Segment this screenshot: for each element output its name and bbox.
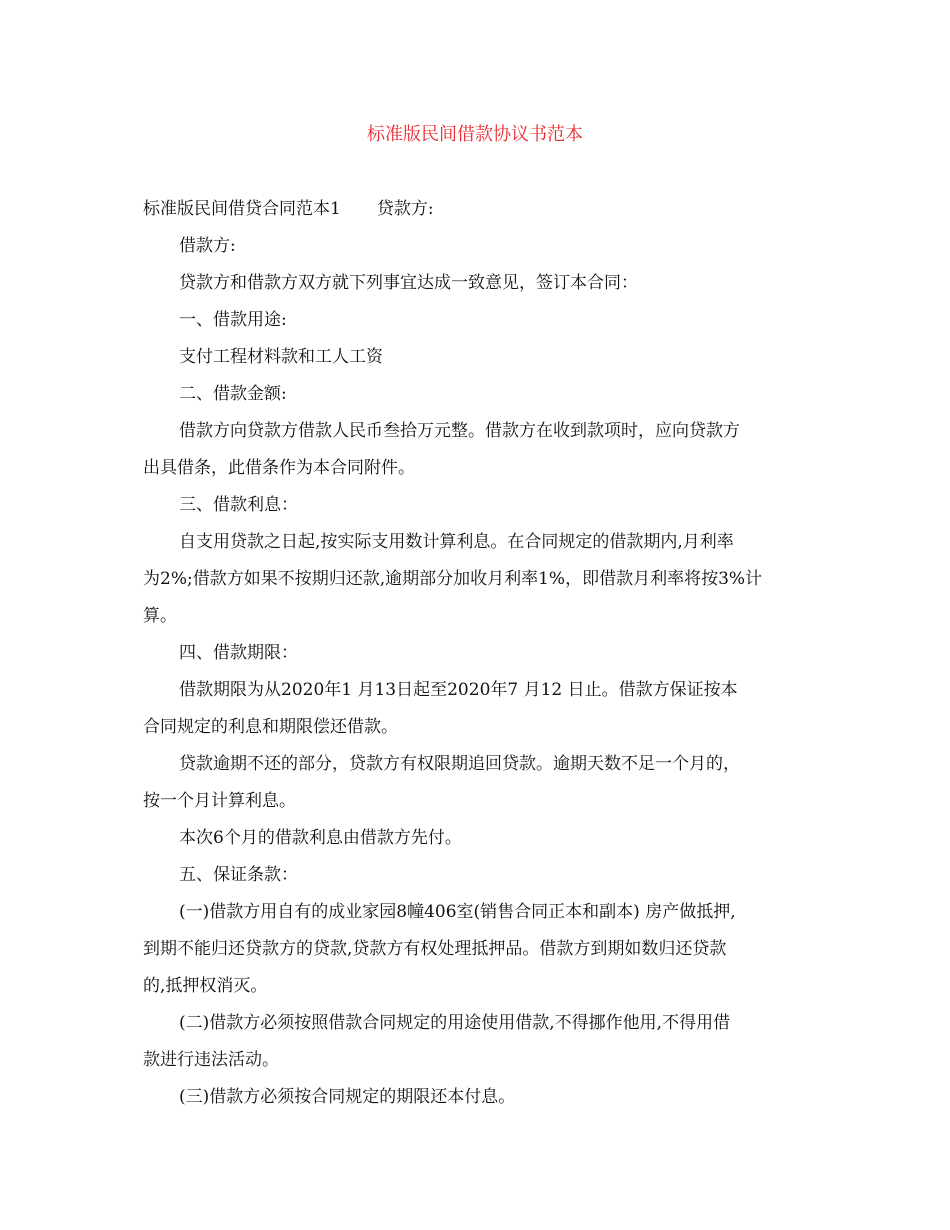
document-line <box>143 528 811 565</box>
line-text: 支付工程材料款和工人工资 <box>179 347 383 367</box>
line-text: 贷款方和借款方双方就下列事宜达成一致意见，签订本合同： <box>179 273 638 293</box>
document-line <box>143 195 811 232</box>
line-text: 借款方: <box>179 236 236 256</box>
document-line <box>143 1046 811 1083</box>
line-text: 自支用贷款之日起,按实际支用数计算利息。在合同规定的借款期内,月利率 <box>179 532 734 552</box>
line-text: 五、保证条款： <box>179 865 298 885</box>
document-line <box>143 269 811 306</box>
line-text: 按一个月计算利息。 <box>143 791 296 811</box>
document-line <box>143 935 811 972</box>
line-text: 本次6个月的借款利息由借款方先付。 <box>179 828 462 848</box>
document-body <box>143 195 811 1120</box>
line-text: 借款期限为从2020年1 月13日起至2020年7 月12 日止。借款方保证按本 <box>179 680 738 700</box>
document-line <box>143 602 811 639</box>
line-text: 的,抵押权消灭。 <box>143 976 268 996</box>
document-line <box>143 861 811 898</box>
document-line <box>143 1009 811 1046</box>
line-text: 到期不能归还贷款方的贷款,贷款方有权处理抵押品。借款方到期如数归还贷款 <box>143 939 727 959</box>
line-text: 一、借款用途: <box>179 310 287 330</box>
line-text: 出具借条，此借条作为本合同附件。 <box>143 458 415 478</box>
document-line <box>143 306 811 343</box>
document-title: 标准版民间借款协议书范本 <box>367 124 583 145</box>
document-line <box>143 750 811 787</box>
document-line <box>143 1083 811 1120</box>
line-text: 贷款逾期不还的部分，贷款方有权限期追回贷款。逾期天数不足一个月的， <box>179 754 740 774</box>
document-line <box>143 380 811 417</box>
document-line <box>143 491 811 528</box>
document-line <box>143 972 811 1009</box>
line-extra-text: 贷款方: <box>376 199 434 219</box>
document-line <box>143 713 811 750</box>
document-line <box>143 787 811 824</box>
line-text: 标准版民间借贷合同范本1 <box>143 199 341 219</box>
line-text: 合同规定的利息和期限偿还借款。 <box>143 717 398 737</box>
line-text: 款进行违法活动。 <box>143 1050 279 1070</box>
document-line <box>143 454 811 491</box>
line-text: 二、借款金额: <box>179 384 287 404</box>
document-line <box>143 565 811 602</box>
document-line <box>143 232 811 269</box>
line-text: (三)借款方必须按合同规定的期限还本付息。 <box>179 1087 516 1107</box>
line-text: (二)借款方必须按照借款合同规定的用途使用借款,不得挪作他用,不得用借 <box>179 1013 731 1033</box>
document-line <box>143 824 811 861</box>
document-line <box>143 343 811 380</box>
document-line <box>143 898 811 935</box>
document-line <box>143 417 811 454</box>
line-text: 为2%;借款方如果不按期归还款,逾期部分加收月利率1%，即借款月利率将按3%计 <box>143 569 763 589</box>
document-line <box>143 639 811 676</box>
line-text: 三、借款利息： <box>179 495 298 515</box>
line-text: (一)借款方用自有的成业家园8幢406室(销售合同正本和副本) 房产做抵押, <box>179 902 736 922</box>
document-line <box>143 676 811 713</box>
line-text: 算。 <box>143 606 177 626</box>
line-text: 四、借款期限： <box>179 643 298 663</box>
line-text: 借款方向贷款方借款人民币叁拾万元整。借款方在收到款项时，应向贷款方 <box>179 421 740 441</box>
